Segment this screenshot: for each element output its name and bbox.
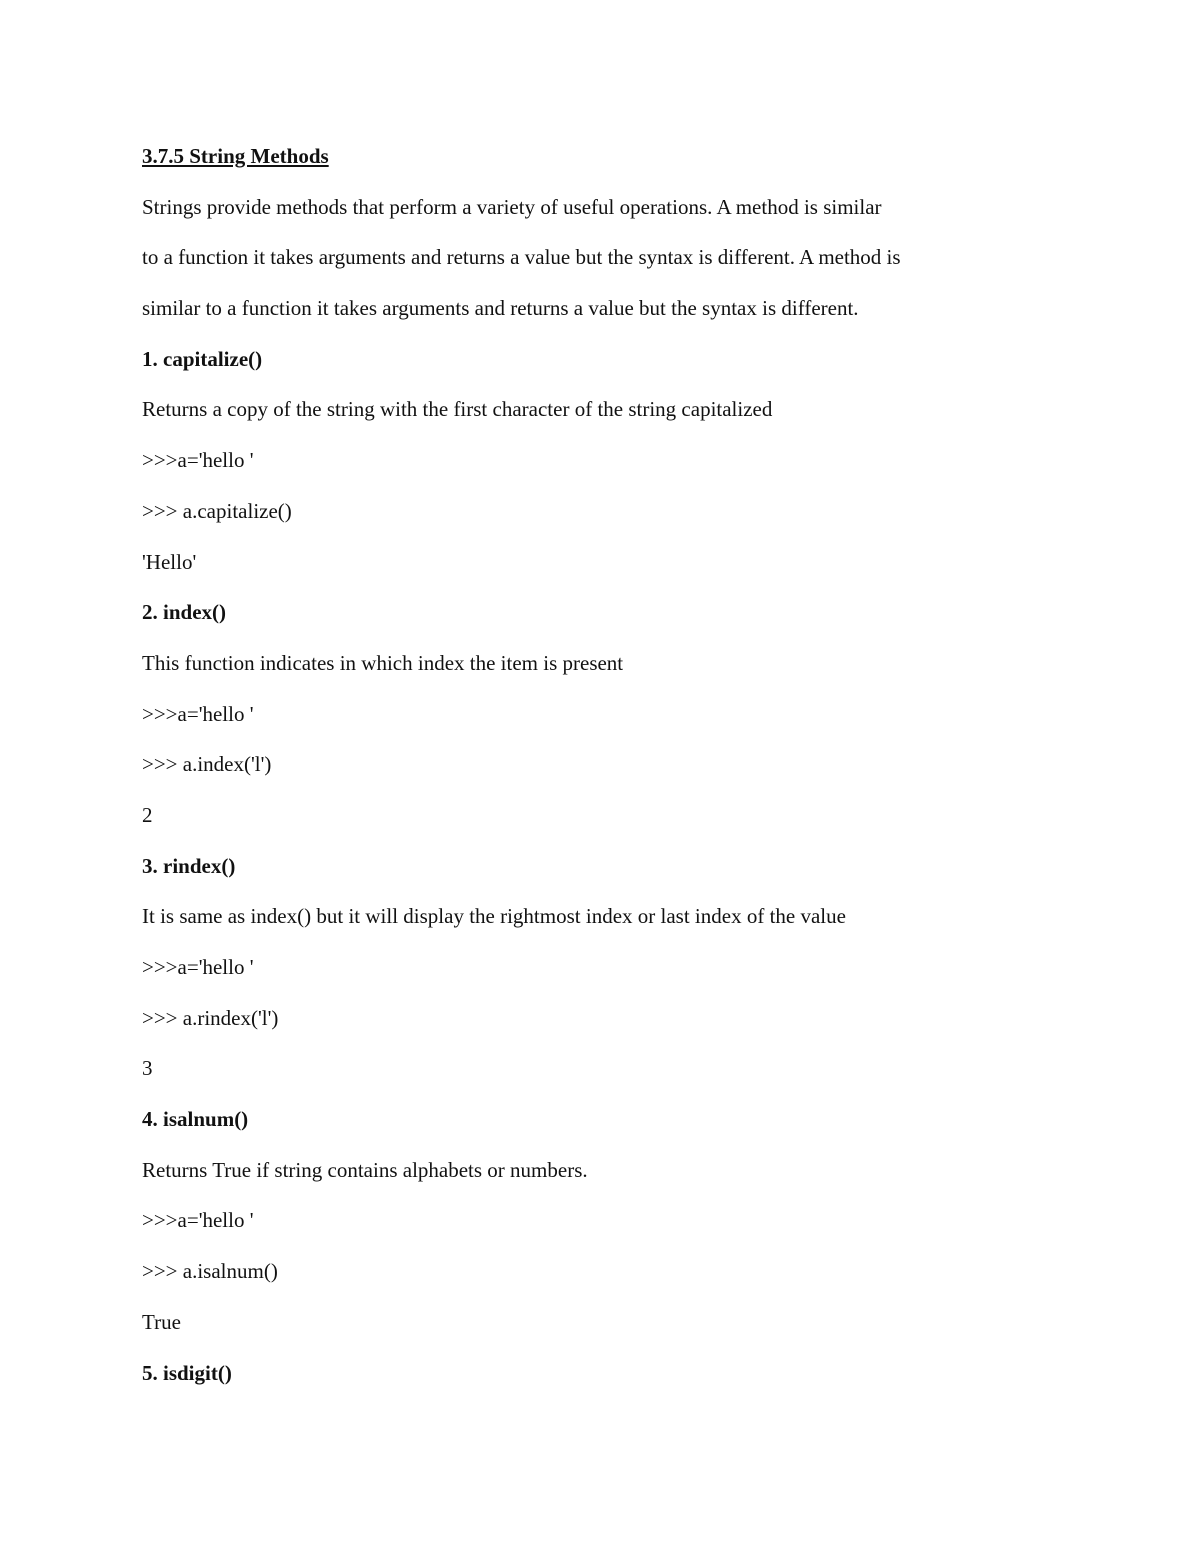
method-description: This function indicates in which index the item is present (142, 650, 624, 675)
method-heading-index: 2. index() (142, 600, 226, 625)
code-output-line: 3 (142, 1056, 153, 1081)
intro-line: to a function it takes arguments and returns a value but the syntax is different. A method is (142, 245, 901, 270)
code-output-line: 'Hello' (142, 549, 197, 574)
method-heading-capitalize: 1. capitalize() (142, 346, 263, 371)
code-output-line: True (142, 1309, 181, 1334)
code-example-line: >>> a.capitalize() (142, 498, 292, 523)
code-example-line: >>>a='hello ' (142, 955, 254, 979)
code-example-line: >>> a.index('l') (142, 752, 272, 777)
code-example-line: >>> a.rindex('l') (142, 1005, 279, 1030)
method-heading-rindex: 3. rindex() (142, 853, 236, 878)
intro-line: similar to a function it takes arguments and returns a value but the syntax is different. (142, 296, 859, 321)
document-page (142, 141, 1042, 1408)
code-output-line: 2 (142, 802, 153, 827)
code-example-line: >>>a='hello ' (142, 1208, 254, 1233)
code-example-line: >>> a.isalnum() (142, 1259, 278, 1284)
section-title: 3.7.5 String Methods (142, 144, 329, 168)
method-description: It is same as index() but it will display the rightmost index or last index of the value (142, 904, 846, 929)
method-heading-isdigit: 5. isdigit() (142, 1360, 232, 1385)
method-description: Returns a copy of the string with the first character of the string capitalized (142, 397, 773, 422)
code-example-line: >>>a='hello ' (142, 701, 254, 726)
method-heading-isalnum: 4. isalnum() (142, 1107, 249, 1132)
code-example-line: >>>a='hello ' (142, 448, 254, 473)
method-description: Returns True if string contains alphabets or numbers. (142, 1157, 588, 1182)
intro-line: Strings provide methods that perform a variety of useful operations. A method is similar (142, 194, 882, 219)
